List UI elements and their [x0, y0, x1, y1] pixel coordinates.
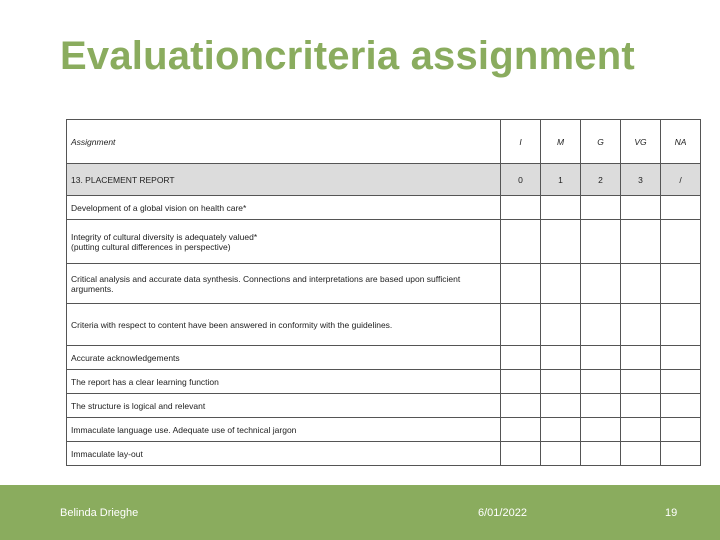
- score-cell: [621, 220, 661, 264]
- score-cell: [621, 442, 661, 466]
- table-row: [67, 264, 701, 304]
- slide-title: Evaluationcriteria assignment: [60, 34, 635, 78]
- score-cell: [501, 394, 541, 418]
- criterion-label: Immaculate lay-out: [67, 442, 501, 466]
- header-score-i: I: [501, 120, 541, 164]
- score-cell: [621, 418, 661, 442]
- table-row: [67, 442, 701, 466]
- score-cell: [501, 264, 541, 304]
- header-score-vg: VG: [621, 120, 661, 164]
- criterion-line: (putting cultural differences in perspective): [71, 241, 231, 252]
- score-cell: [661, 442, 701, 466]
- table-row: [67, 346, 701, 370]
- score-cell: [581, 370, 621, 394]
- table-row: [67, 370, 701, 394]
- section-value: 2: [581, 164, 621, 196]
- score-cell: [581, 418, 621, 442]
- score-cell: [501, 442, 541, 466]
- criterion-label: Immaculate language use. Adequate use of technical jargon: [67, 418, 501, 442]
- score-cell: [661, 370, 701, 394]
- criterion-label: Criteria with respect to content have been answered in conformity with the guidelines.: [67, 304, 501, 346]
- score-cell: [581, 304, 621, 346]
- footer-bar: [0, 485, 720, 540]
- score-cell: [661, 394, 701, 418]
- score-cell: [581, 394, 621, 418]
- score-cell: [581, 264, 621, 304]
- table-header-row: [67, 120, 701, 164]
- table-row: [67, 220, 701, 264]
- score-cell: [501, 304, 541, 346]
- criterion-line: arguments.: [71, 283, 114, 294]
- score-cell: [541, 196, 581, 220]
- score-cell: [541, 394, 581, 418]
- section-row: [67, 164, 701, 196]
- section-value: 3: [621, 164, 661, 196]
- score-cell: [501, 196, 541, 220]
- section-value: 1: [541, 164, 581, 196]
- score-cell: [621, 304, 661, 346]
- score-cell: [581, 442, 621, 466]
- footer-author: Belinda Drieghe: [60, 507, 139, 519]
- score-cell: [621, 370, 661, 394]
- score-cell: [541, 418, 581, 442]
- section-value: /: [661, 164, 701, 196]
- score-cell: [621, 264, 661, 304]
- score-cell: [621, 196, 661, 220]
- criteria-table: [66, 119, 701, 466]
- criterion-label: The structure is logical and relevant: [67, 394, 501, 418]
- criterion-label: Development of a global vision on health care*: [67, 196, 501, 220]
- footer-page-number: 19: [665, 507, 678, 519]
- criterion-line: Critical analysis and accurate data synthesis. Connections and interpretations are based upon sufficient: [71, 273, 461, 284]
- score-cell: [621, 394, 661, 418]
- score-cell: [661, 196, 701, 220]
- score-cell: [541, 442, 581, 466]
- score-cell: [581, 346, 621, 370]
- criterion-label: Accurate acknowledgements: [67, 346, 501, 370]
- criterion-label: The report has a clear learning function: [67, 370, 501, 394]
- score-cell: [541, 346, 581, 370]
- header-assignment: Assignment: [67, 120, 501, 164]
- score-cell: [541, 304, 581, 346]
- score-cell: [661, 346, 701, 370]
- score-cell: [541, 264, 581, 304]
- criterion-label: [67, 264, 501, 304]
- header-score-m: M: [541, 120, 581, 164]
- section-value: 0: [501, 164, 541, 196]
- score-cell: [661, 220, 701, 264]
- score-cell: [501, 346, 541, 370]
- footer-date: 6/01/2022: [478, 507, 527, 519]
- score-cell: [501, 418, 541, 442]
- score-cell: [581, 220, 621, 264]
- criterion-line: Integrity of cultural diversity is adequately valued*: [71, 231, 258, 242]
- header-score-g: G: [581, 120, 621, 164]
- score-cell: [501, 220, 541, 264]
- score-cell: [541, 220, 581, 264]
- score-cell: [541, 370, 581, 394]
- table-row: [67, 304, 701, 346]
- table-row: [67, 394, 701, 418]
- score-cell: [661, 264, 701, 304]
- score-cell: [621, 346, 661, 370]
- section-label: 13. PLACEMENT REPORT: [67, 164, 501, 196]
- score-cell: [661, 418, 701, 442]
- table-row: [67, 196, 701, 220]
- score-cell: [581, 196, 621, 220]
- score-cell: [661, 304, 701, 346]
- table-row: [67, 418, 701, 442]
- header-score-na: NA: [661, 120, 701, 164]
- criterion-label: [67, 220, 501, 264]
- score-cell: [501, 370, 541, 394]
